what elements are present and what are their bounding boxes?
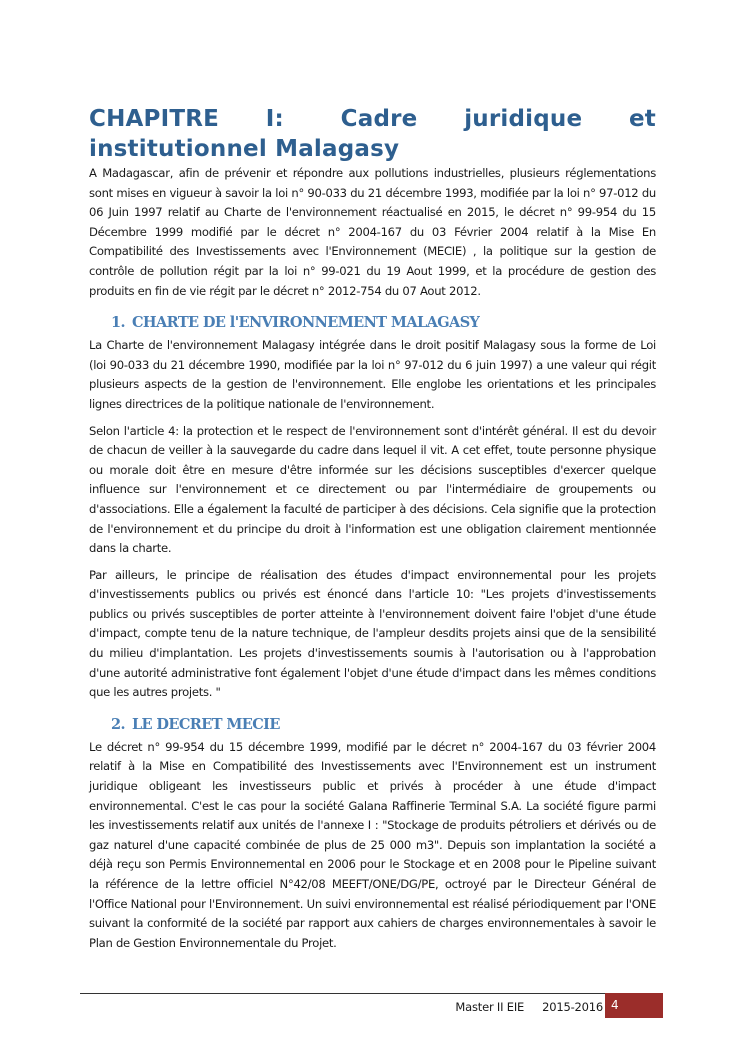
footer-info — [400, 996, 603, 1018]
page-number-badge — [605, 993, 663, 1018]
section-heading-mecie — [111, 715, 656, 735]
paragraph: Le décret n° 99-954 du 15 décembre 1999, modifié par le décret n° 2004-167 du 03 février 2004 relatif à la Mise en Compatibilité des Investissements avec l'Environnement est un instrument juridique obligeant les investisseurs public et privés à procéder à une étude d'impact environnemental. C'est le cas pour la société Galana Raffinerie Terminal S.A. La société figure parmi les investissements relatif aux unités de l'annexe I : "Stockage de produits pétroliers et dérivés ou de gaz naturel d'une capacité combinée de plus de 25 000 m3". Depuis son implantation la société a déjà reçu son Permis Environnemental en 2006 pour le Stockage et en 2008 pour le Pipeline suivant la référence de la lettre officiel N°42/08 MEEFT/ONE/DG/PE, octroyé par le Directeur Général de l'Office National pour l'Environnement. Un suivi environnemental est réalisé périodiquement par l'ONE suivant la conformité de la société par rapport aux cahiers de charges environnementales à savoir le Plan de Gestion Environnementale du Projet. — [89, 739, 656, 950]
footer-year: 2015-2016 — [542, 1000, 603, 1014]
section-title: CHARTE DE l'ENVIRONNEMENT MALAGASY — [131, 314, 480, 332]
section-heading-charte — [111, 313, 656, 333]
page-content — [89, 104, 656, 960]
paragraph: La Charte de l'environnement Malagasy intégrée dans le droit positif Malagasy sous la forme de Loi (loi 90-033 du 21 décembre 1990, modifiée par la loi n° 97-012 du 6 juin 1997) a une valeur qui régit plusieurs aspects de la gestion de l'environnement. Elle englobe les orientations et les principales lignes directrices de la politique nationale de l'environnement. — [89, 338, 656, 411]
paragraph: Par ailleurs, le principe de réalisation des études d'impact environnemental pour les projets d'investissements publics ou privés est énoncé dans l'article 10: "Les projets d'investissements publics ou privés susceptibles de porter atteinte à l'environnement doivent faire l'objet d'une étude d'impact, compte tenu de la nature technique, de l'ampleur desdits projets ainsi que de la sensibilité du milieu d'implantation. Les projets d'investissements soumis à l'autorisation ou à l'approbation d'une autorité administrative font également l'objet d'une étude d'impact dans les mêmes conditions que les autres projets. " — [89, 567, 656, 700]
chapter-label: CHAPITRE I: — [89, 106, 284, 132]
section-number: 2. — [111, 715, 125, 733]
paragraph: Selon l'article 4: la protection et le respect de l'environnement sont d'intérêt général. Il est du devoir de chacun de veiller à la sauvegarde du cadre dans lequel il vit. A cet effet, toute personne physique ou morale doit être en mesure d'être informée sur les décisions susceptibles d'exercer quelque influence sur l'environnement et ce directement ou par l'intermédiaire de groupements ou d'associations. Elle a également la faculté de participer à des décisions. Cela signifie que la protection de l'environnement et du principe du droit à l'information est une obligation clairement mentionnée dans la charte. — [89, 423, 656, 556]
section-title: LE DECRET MECIE — [131, 715, 280, 733]
chapter-title-text: Cadre juridique et institutionnel Malagasy — [89, 106, 656, 162]
footer-divider — [80, 993, 663, 994]
intro-paragraph: A Madagascar, afin de prévenir et répondre aux pollutions industrielles, plusieurs réglementations sont mises en vigueur à savoir la loi n° 90-033 du 21 décembre 1993, modifiée par la loi n° 97-012 du 06 Juin 1997 relatif au Charte de l'environnement réactualisé en 2015, le décret n° 99-954 du 15 Décembre 1999 modifié par le décret n° 2004-167 du 03 Février 2004 relatif à la Mise En Compatibilité des Investissements avec l'Environnement (MECIE) , la politique sur la gestion de contrôle de pollution régit par la loi n° 99-021 du 19 Aout 1999, et la procédure de gestion des produits en fin de vie régit par le décret n° 2012-754 du 07 Aout 2012. — [89, 166, 656, 298]
page-number: 4 — [611, 998, 619, 1012]
footer-program: Master II EIE — [455, 1000, 525, 1014]
chapter-title — [89, 104, 656, 164]
section-number: 1. — [111, 314, 125, 332]
